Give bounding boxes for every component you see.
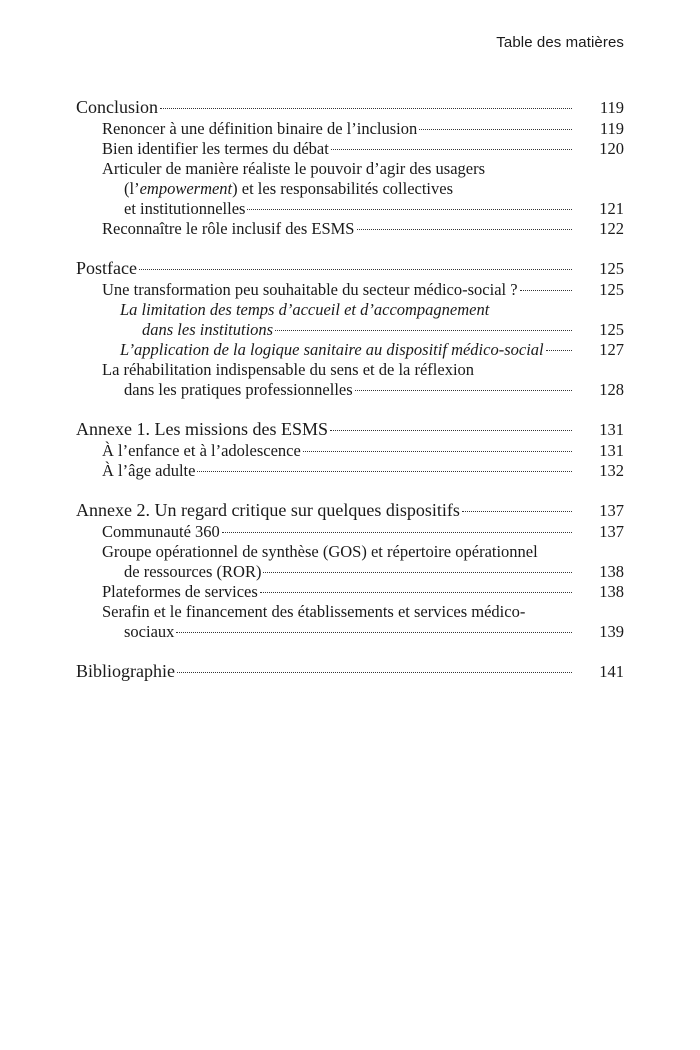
toc-entry[interactable] [76, 582, 624, 602]
running-header: Table des matières [496, 34, 624, 51]
page-number: 127 [599, 340, 624, 359]
page-number: 139 [599, 622, 624, 641]
toc-entry-sub[interactable] [76, 340, 624, 360]
dot-leader [275, 330, 572, 331]
entry-title: Une transformation peu souhaitable du secteur médico-social ? [102, 280, 518, 299]
toc-entry-chapter[interactable] [76, 660, 624, 683]
dot-leader [222, 532, 572, 533]
page-number: 138 [599, 582, 624, 601]
page-number: 125 [599, 320, 624, 339]
toc-entry-chapter[interactable] [76, 499, 624, 522]
page-number: 125 [599, 259, 624, 278]
dot-leader [462, 511, 572, 512]
entry-title-line: Groupe opérationnel de synthèse (GOS) et répertoire opérationnel [102, 542, 538, 561]
entry-title: Renoncer à une définition binaire de l’inclusion [102, 119, 418, 138]
entry-title: À l’âge adulte [102, 461, 196, 480]
dot-leader [546, 350, 572, 351]
entry-title: L’application de la logique sanitaire au dispositif médico-social [120, 340, 544, 359]
entry-title-line: sociaux [124, 622, 175, 641]
toc-entry[interactable] [76, 602, 624, 642]
entry-title: Communauté 360 [102, 522, 220, 541]
entry-title-line: et institutionnelles [124, 199, 246, 218]
toc-section-bibliographie [76, 660, 624, 683]
toc-section-postface [76, 257, 624, 400]
table-of-contents [76, 96, 624, 701]
page-number: 122 [599, 219, 624, 238]
toc-entry[interactable] [76, 441, 624, 461]
page-number: 137 [599, 501, 624, 520]
entry-title-line: (l’empowerment) et les responsabilités collectives [124, 179, 454, 198]
entry-title-line: Articuler de manière réaliste le pouvoir d’agir des usagers [102, 159, 486, 178]
page-number: 121 [599, 199, 624, 218]
dot-leader [355, 390, 572, 391]
page-number: 131 [599, 441, 624, 460]
page-number: 137 [599, 522, 624, 541]
page-number: 125 [599, 280, 624, 299]
toc-entry[interactable] [76, 522, 624, 542]
toc-entry[interactable] [76, 461, 624, 481]
entry-title: Plateformes de services [102, 582, 258, 601]
page-number: 141 [599, 662, 624, 681]
toc-entry[interactable] [76, 219, 624, 239]
dot-leader [419, 129, 572, 130]
dot-leader [197, 471, 572, 472]
dot-leader [260, 592, 572, 593]
chapter-title: Annexe 1. Les missions des ESMS [76, 419, 328, 439]
entry-title-line: de ressources (ROR) [124, 562, 262, 581]
toc-section-annexe-2 [76, 499, 624, 642]
entry-title: À l’enfance et à l’adolescence [102, 441, 301, 460]
dot-leader [139, 269, 572, 270]
toc-entry-chapter[interactable] [76, 96, 624, 119]
entry-title: Reconnaître le rôle inclusif des ESMS [102, 219, 355, 238]
toc-entry-chapter[interactable] [76, 257, 624, 280]
dot-leader [330, 430, 572, 431]
toc-entry[interactable] [76, 159, 624, 219]
dot-leader [263, 572, 572, 573]
dot-leader [303, 451, 572, 452]
entry-title-line: dans les pratiques professionnelles [124, 380, 353, 399]
entry-title: Bien identifier les termes du débat [102, 139, 329, 158]
dot-leader [176, 632, 572, 633]
entry-title-line: dans les institutions [142, 320, 274, 339]
dot-leader [357, 229, 573, 230]
chapter-title: Bibliographie [76, 661, 175, 681]
dot-leader [247, 209, 572, 210]
page-number: 131 [599, 420, 624, 439]
page-number: 120 [599, 139, 624, 158]
chapter-title: Postface [76, 258, 137, 278]
dot-leader [520, 290, 572, 291]
dot-leader [331, 149, 572, 150]
toc-entry[interactable] [76, 280, 624, 300]
toc-section-conclusion [76, 96, 624, 239]
entry-title-line: Serafin et le financement des établissements et services médico- [102, 602, 526, 621]
page-number: 132 [599, 461, 624, 480]
dot-leader [177, 672, 572, 673]
entry-title-line: La limitation des temps d’accueil et d’accompagnement [120, 300, 490, 319]
toc-entry-chapter[interactable] [76, 418, 624, 441]
toc-entry[interactable] [76, 139, 624, 159]
dot-leader [160, 108, 572, 109]
page-number: 119 [599, 98, 624, 117]
page-number: 119 [599, 119, 624, 138]
toc-entry-sub[interactable] [76, 300, 624, 340]
toc-section-annexe-1 [76, 418, 624, 481]
page-number: 128 [599, 380, 624, 399]
toc-entry[interactable] [76, 119, 624, 139]
toc-entry[interactable] [76, 360, 624, 400]
toc-entry[interactable] [76, 542, 624, 582]
chapter-title: Annexe 2. Un regard critique sur quelques dispositifs [76, 500, 460, 520]
entry-title-line: La réhabilitation indispensable du sens et de la réflexion [102, 360, 475, 379]
chapter-title: Conclusion [76, 97, 159, 117]
page-number: 138 [599, 562, 624, 581]
